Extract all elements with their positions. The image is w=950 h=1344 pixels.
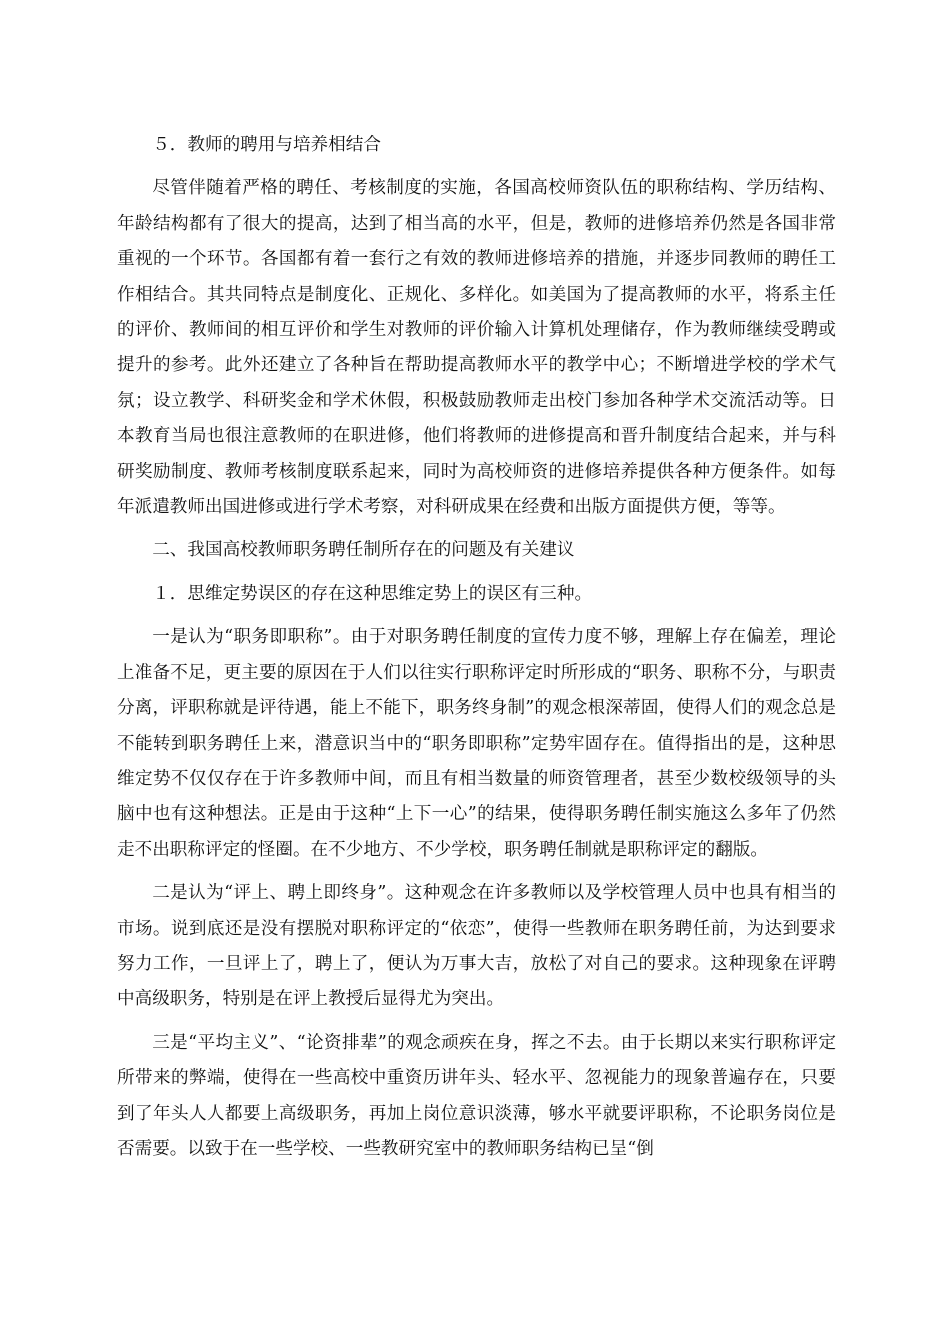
paragraph-misconception-one: 一是认为“职务即职称”。由于对职务聘任制度的宣传力度不够，理解上存在偏差，理论上准备不足，更主要的原因在于人们以往实行职称评定时所形成的“职务、职称不分，与职责分离，评职称就是评待遇，能上不能下，职务终身制”的观念根深蒂固，使得人们的观念总是不能转到职务聘任上来，潜意识当中的“职务即职称”定势牢固存在。值得指出的是，这种思维定势不仅仅存在于许多教师中间，而且有相当数量的师资管理者，甚至少数校级领导的头脑中也有这种想法。正是由于这种“上下一心”的结果，使得职务聘任制实施这么多年了仍然走不出职称评定的怪圈。在不少地方、不少学校，职务聘任制就是职称评定的翻版。 xyxy=(117,627,836,860)
paragraph-training-practices: 尽管伴随着严格的聘任、考核制度的实施，各国高校师资队伍的职称结构、学历结构、年龄结构都有了很大的提高，达到了相当高的水平，但是，教师的进修培养仍然是各国非常重视的一个环节。各国都有着一套行之有效的教师进修培养的措施，并逐步同教师的聘任工作相结合。其共同特点是制度化、正规化、多样化。如美国为了提高教师的水平，将系主任的评价、教师间的相互评价和学生对教师的评价输入计算机处理储存，作为教师继续受聘或提升的参考。此外还建立了各种旨在帮助提高教师水平的教学中心；不断增进学校的学术气氛；设立教学、科研奖金和学术休假，积极鼓励教师走出校门参加各种学术交流活动等。日本教育当局也很注意教师的在职进修，他们将教师的进修提高和晋升制度结合起来，并与科研奖励制度、教师考核制度联系起来，同时为高校师资的进修培养提供各种方便条件。如每年派遣教师出国进修或进行学术考察，对科研成果在经费和出版方面提供方便，等等。 xyxy=(117,178,836,518)
section-heading-problems-suggestions: 二、我国高校教师职务聘任制所存在的问题及有关建议 xyxy=(152,540,575,561)
subheading-mindset-misconceptions: １．思维定势误区的存在这种思维定势上的误区有三种。 xyxy=(152,583,593,604)
section-heading-teacher-employment: ５．教师的聘用与培养相结合 xyxy=(152,135,381,155)
paragraph-misconception-three: 三是“平均主义”、“论资排辈”的观念顽疾在身，挥之不去。由于长期以来实行职称评定所带来的弊端，使得在一些高校中重资历讲年头、轻水平、忽视能力的现象普遍存在，只要到了年头人人都要上高级职务，再加上岗位意识淡薄，够水平就要评职称，不论职务岗位是否需要。以致于在一些学校、一些教研究室中的教师职务结构已呈“倒 xyxy=(117,1032,836,1159)
document-page xyxy=(117,128,836,1175)
paragraph-misconception-two: 二是认为“评上、聘上即终身”。这种观念在许多教师以及学校管理人员中也具有相当的市场。说到底还是没有摆脱对职称评定的“依恋”，使得一些教师在职务聘任前，为达到要求努力工作，一旦评上了，聘上了，便认为万事大吉，放松了对自己的要求。这种现象在评聘中高级职务，特别是在评上教授后显得尤为突出。 xyxy=(117,883,836,1010)
